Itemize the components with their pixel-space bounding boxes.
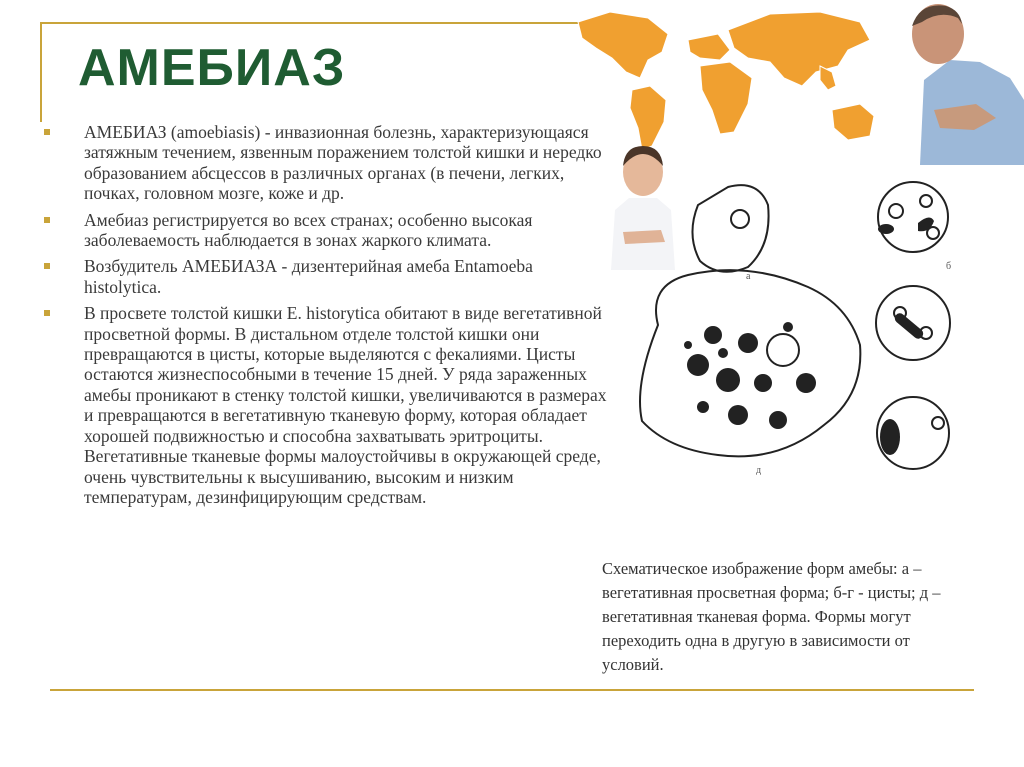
bullet-item <box>44 210 610 251</box>
title-frame-top-rule <box>40 22 580 24</box>
bullet-item <box>44 256 610 297</box>
slide-title: АМЕБИАЗ <box>78 39 346 97</box>
figure-label-a: а <box>746 271 751 282</box>
man-with-abdominal-pain-photo <box>900 0 1024 165</box>
bullet-square-icon <box>44 263 50 269</box>
bullet-square-icon <box>44 217 50 223</box>
bottom-divider <box>50 689 974 691</box>
bullet-item <box>44 122 610 204</box>
world-map-image <box>570 0 915 160</box>
amoeba-forms-illustration <box>628 175 968 475</box>
bullet-text: Амебиаз регистрируется во всех странах; особенно высокая заболеваемость наблюдается в зонах жаркого климата. <box>84 209 533 251</box>
bullet-list <box>44 122 610 513</box>
figure-label-b: б <box>946 261 952 272</box>
bullet-text: В просвете толстой кишки E. historytica обитают в виде вегетативной просветной формы. В дистальном отделе толстой кишки они превращаются в цисты, которые выделяются с фекалиями. Цисты остаются жизнеспособными в течение 15 дней. У ряда зараженных амебы проникают в стенку толстой кишки, увеличиваются в размерах и превращаются в вегетативную тканевую форму, которая обладает хорошей подвижностью и способна захватывать эритроциты. Вегетативные тканевые формы малоустойчивы в окружающей среде, очень чувствительны к высушиванию, высоким и низким температурам, дезинфицирующим средствам. <box>84 303 607 507</box>
figure-caption: Схематическое изображение форм амебы: а – вегетативная просветная форма; б-г - цисты; д – вегетативная тканевая форма. Формы могут переходить одна в другую в зависимости от условий. <box>602 559 941 674</box>
bullet-item <box>44 303 610 507</box>
figure-label-d: д <box>756 465 762 475</box>
bullet-text: АМЕБИАЗ (amoebiasis) - инвазионная болезнь, характеризующаяся затяжным течением, язвенным поражением толстой кишки и нередко образованием абсцессов в различных органах (в печени, легких, почках, головном мозге, коже и др. <box>84 122 602 204</box>
bullet-square-icon <box>44 129 50 135</box>
bullet-square-icon <box>44 310 50 316</box>
title-frame-left-rule <box>40 22 42 122</box>
bullet-text: Возбудитель АМЕБИАЗА - дизентерийная амеба Entamoeba histolytica. <box>84 256 533 297</box>
